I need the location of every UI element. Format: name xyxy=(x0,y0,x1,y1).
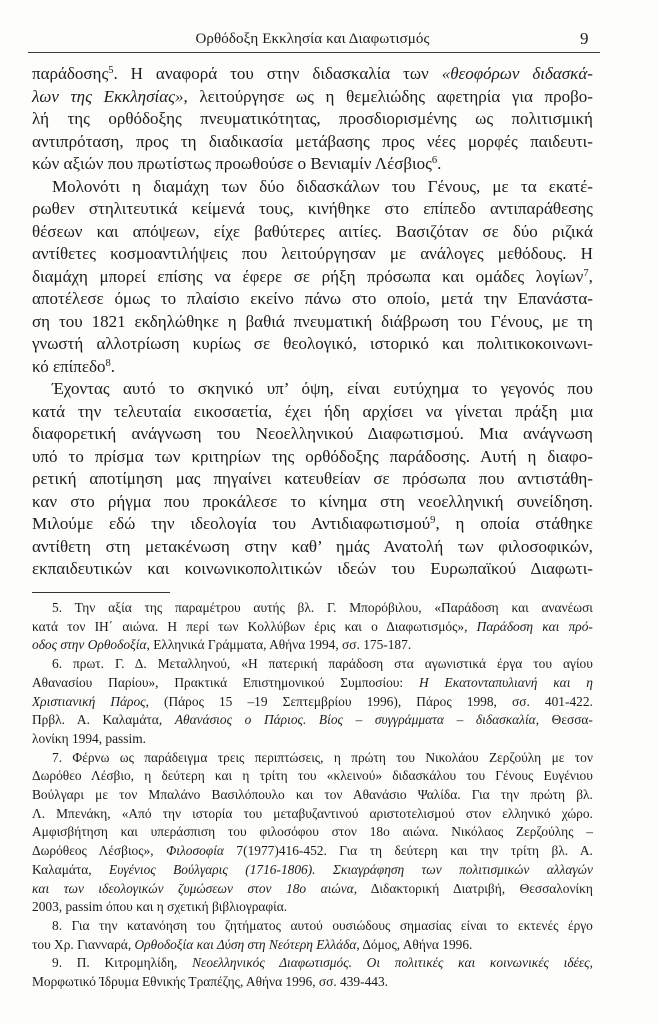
text-line xyxy=(32,176,593,199)
text-run: υπό το πρίσμα των κριτηρίων της ορθόδοξης παράδοσης. Αυτή η διαφο- xyxy=(32,446,593,466)
line-content xyxy=(32,491,593,514)
text-run: Καλαμάτα, xyxy=(32,861,110,877)
line-content xyxy=(32,693,593,712)
line-content xyxy=(32,973,388,992)
text-line xyxy=(32,767,593,786)
text-run: Δωρόθεο Λέσβιο, η δεύτερη και η τρίτη του «κλεινού» διδασκάλου του Γένους Ευγένιου xyxy=(32,768,593,784)
text-run: , (Πάρος 15 –19 Σεπτεμβρίου 1996), Πάρος 1998, σσ. 401-422. xyxy=(145,693,593,709)
italic-text: «θεοφόρων διδασκά- xyxy=(441,64,593,83)
line-content xyxy=(32,786,593,805)
line-content xyxy=(32,558,593,581)
italic-text: Παράδοση και πρό- xyxy=(476,618,593,634)
text-line xyxy=(32,333,593,356)
line-content xyxy=(32,153,441,176)
line-content xyxy=(32,898,287,917)
footnotes-section xyxy=(32,599,593,992)
line-content xyxy=(32,513,593,536)
text-run: 7(1977)416-452. Για τη δεύτερη και την τρίτη βλ. Α. xyxy=(223,843,593,859)
line-content xyxy=(32,711,593,730)
line-content xyxy=(32,266,593,289)
text-run: , η οποία στάθηκε xyxy=(435,514,593,533)
text-run: διαμάχη μπορεί επίσης να έφερε σε ρήξη πρόσωπα και ομάδες λογίων xyxy=(32,266,584,286)
line-content xyxy=(32,842,593,861)
text-line xyxy=(32,86,593,109)
line-content xyxy=(32,221,593,244)
text-run: διαφορετική ανάγνωση του Νεοελληνικού Διαφωτισμού. Μια ανάγνωση xyxy=(32,424,593,443)
italic-text: Η Εκατονταπυλιανή και η xyxy=(419,674,593,690)
text-line xyxy=(32,805,593,824)
line-content xyxy=(32,356,115,379)
text-line xyxy=(32,491,593,514)
text-run: κατά τον ΙΗ΄ αιώνα. Η περί των Κολλύβων έρις και ο Διαφωτισμός», xyxy=(32,618,477,634)
text-line xyxy=(32,243,593,266)
body-paragraph xyxy=(32,176,593,379)
italic-text: Νεοελληνικός Διαφωτισμός. Οι πολιτικές και κοινωνικές ιδέες xyxy=(192,955,590,971)
text-line xyxy=(32,898,593,917)
text-run: , Ελληνικά Γράμματα, Αθήνα 1994, σσ. 175-187. xyxy=(146,637,412,653)
footnote xyxy=(32,599,593,655)
text-run: ρωθεν στηλιτευτικά κείμενά τους, κινήθηκε στο επίπεδο αντιπαράθεσης xyxy=(32,199,593,218)
line-content xyxy=(32,131,593,154)
line-content xyxy=(52,176,593,199)
text-line xyxy=(32,599,593,618)
text-run: Έχοντας αυτό το σκηνικό υπ’ όψη, είναι ευτύχημα το γεγονός που xyxy=(52,379,593,398)
text-line xyxy=(32,288,593,311)
italic-text: Ορθοδοξία και Δύση στη Νεότερη Ελλάδα xyxy=(134,936,357,952)
line-content xyxy=(32,468,593,491)
text-run: , Θεσσα- xyxy=(535,712,593,728)
line-content xyxy=(52,917,593,936)
running-title: Ορθόδοξη Εκκλησία και Διαφωτισμός xyxy=(195,31,430,47)
text-run: , λειτούργησε ως η θεμελιώδης αφετηρία για προβο- xyxy=(183,86,593,106)
text-line xyxy=(32,711,593,730)
text-run: ρετική αποτίμηση μας πηγαίνει κατευθείαν σε πρόσωπα που αντιστάθη- xyxy=(32,469,593,488)
text-line xyxy=(32,513,593,536)
line-content xyxy=(32,767,593,786)
italic-text: λων της Εκκλησίας» xyxy=(32,86,184,106)
text-line xyxy=(32,221,593,244)
line-content xyxy=(52,749,593,768)
text-line xyxy=(32,618,593,637)
text-line xyxy=(32,131,593,154)
text-run: , xyxy=(589,955,593,971)
footnote-reference: 5 xyxy=(108,65,114,77)
text-run: , Διδακτορική Διατριβή, Θεσσαλονίκη xyxy=(353,880,593,896)
footnote-separator xyxy=(32,592,170,593)
line-content xyxy=(52,378,593,401)
text-line xyxy=(32,693,593,712)
text-run: γνωστή αλλοτρίωση κυρίως σε θεολογικό, ιστορικό και πολιτικοκοινωνι- xyxy=(32,334,593,353)
text-line xyxy=(32,63,593,86)
text-line xyxy=(32,108,593,131)
text-run: ση του 1821 εκδηλώθηκε η βαθιά πνευματική διάβρωση του Γένους, με τη xyxy=(32,311,593,331)
text-line xyxy=(32,636,593,655)
text-run: Λ. Μπενάκη, «Από την ιστορία του μεταβυζαντινού αριστοτελισμού στον ελληνικό χώρο. xyxy=(32,805,593,821)
footnote-reference: 9 xyxy=(430,515,436,527)
text-line xyxy=(32,674,593,693)
line-content xyxy=(32,86,593,109)
text-line xyxy=(32,749,593,768)
text-run: 6. πρωτ. Γ. Δ. Μεταλληνού, «Η πατερική παράδοση στα αγωνιστικά έργα του αγίου xyxy=(52,656,593,672)
text-run: . xyxy=(437,154,442,173)
text-run: αντιπρόταση, προς τη διαδικασία μετάβασης προς νέες μορφές παιδευτι- xyxy=(32,131,593,151)
line-content xyxy=(32,198,593,221)
page-number: 9 xyxy=(580,29,589,48)
text-line xyxy=(32,730,593,749)
text-line xyxy=(32,153,593,176)
line-content xyxy=(32,536,593,559)
body-paragraph xyxy=(32,378,593,581)
text-line xyxy=(32,954,593,973)
line-content xyxy=(32,730,146,749)
text-run: Βούλγαρι με τον Μπαλάνο Βασιλόπουλο και τον Αθανάσιο Ψαλίδα. Για την πρώτη βλ. xyxy=(32,787,593,803)
text-run: αντίθετη στη μετακένωση στην καθ’ ημάς Ανατολή των φιλοσοφικών, xyxy=(32,536,593,556)
footnote-reference: 7 xyxy=(583,267,589,279)
text-line xyxy=(32,266,593,289)
text-line xyxy=(32,823,593,842)
text-run: 2003, passim όπου και η σχετική βιβλιογραφία. xyxy=(32,899,288,915)
footnote xyxy=(32,749,593,917)
text-line xyxy=(32,842,593,861)
text-line xyxy=(32,936,593,955)
line-content xyxy=(32,446,593,469)
text-line xyxy=(32,536,593,559)
italic-text: Ευγένιος Βούλγαρις (1716-1806). Σκιαγράφηση των πολιτισμικών αλλαγών xyxy=(109,861,593,877)
italic-text: και των ιδεολογικών ζυμώσεων στον 18ο αιώνα xyxy=(32,880,354,896)
text-run: κών αξιών που πρωτίστως προωθούσε ο Βενιαμίν Λέσβιος xyxy=(32,154,432,173)
text-line xyxy=(32,655,593,674)
text-run: κατά την τελευταία εικοσαετία, έχει ήδη αρχίσει να γίνεται πράξη μια xyxy=(32,401,593,421)
line-content xyxy=(52,599,593,618)
italic-text: Αθανάσιος ο Πάριος. Βίος – συγγράμματα – διδασκαλία xyxy=(174,712,536,728)
text-run: Δωρόθεος Λέσβιος», xyxy=(32,843,167,859)
text-run: Μιλούμε εδώ την ιδεολογία του Αντιδιαφωτισμού xyxy=(32,514,431,533)
text-line xyxy=(32,356,593,379)
text-line xyxy=(32,786,593,805)
text-run: . Η αναφορά του στην διδασκαλία των xyxy=(113,64,442,83)
text-line xyxy=(32,468,593,491)
line-content xyxy=(32,423,593,446)
text-line xyxy=(32,973,593,992)
line-content xyxy=(32,880,593,899)
text-run: 5. Την αξία της παραμέτρου αυτής βλ. Γ. Μπορόβιλου, «Παράδοση και ανανέωσι xyxy=(52,600,593,615)
line-content xyxy=(32,243,593,266)
text-run: λονίκη 1994, passim. xyxy=(32,730,146,746)
line-content xyxy=(32,108,593,131)
line-content xyxy=(32,861,593,880)
text-line xyxy=(32,378,593,401)
text-run: 9. Π. Κιτρομηλίδη, xyxy=(52,955,193,971)
text-line xyxy=(32,311,593,334)
footnote xyxy=(32,954,593,991)
text-run: . xyxy=(110,356,115,376)
text-run: Μολονότι η διαμάχη των δύο διδασκάλων του Γένους, με τα εκατέ- xyxy=(52,176,593,196)
text-run: κό επίπεδο xyxy=(32,356,106,376)
footnote-reference: 8 xyxy=(105,357,111,369)
text-run: Αθανασίου Παρίου», Πρακτικά Επιστημονικού Συμποσίου: xyxy=(32,674,419,690)
line-content xyxy=(32,333,593,356)
text-run: λή της ορθόδοξης πνευματικότητας, προσδιορισμένης ως πολιτισμική xyxy=(32,109,593,128)
line-content xyxy=(32,936,472,955)
text-run: αποτέλεσε όμως το πλαίσιο εκείνο πάνω στο οποίο, μετά την Επανάστα- xyxy=(32,289,593,308)
line-content xyxy=(32,823,593,842)
italic-text: οδος στην Ορθοδοξία xyxy=(32,637,147,653)
text-line xyxy=(32,446,593,469)
text-line xyxy=(32,401,593,424)
line-content xyxy=(32,805,593,824)
line-content xyxy=(32,618,593,637)
footnote xyxy=(32,655,593,749)
line-content xyxy=(52,655,593,674)
body-paragraph xyxy=(32,63,593,176)
text-line xyxy=(32,917,593,936)
line-content xyxy=(32,674,593,693)
text-line xyxy=(32,861,593,880)
line-content xyxy=(32,63,593,86)
line-content xyxy=(32,288,593,311)
text-run: Μορφωτικό Ίδρυμα Εθνικής Τραπέζης, Αθήνα 1996, σσ. 439-443. xyxy=(32,974,389,990)
main-text xyxy=(32,63,593,581)
text-line xyxy=(32,198,593,221)
text-run: καν στο ρήγμα που προκάλεσε το κίνημα στη νεοελληνική συνείδηση. xyxy=(32,491,593,511)
footnote xyxy=(32,917,593,954)
text-run: θέσεων και απόψεων, είχε βαθύτερες αιτίες. Βασιζόταν σε δύο ριζικά xyxy=(32,221,593,241)
line-content xyxy=(32,636,411,655)
line-content xyxy=(52,954,593,973)
text-run: εκπαιδευτικών και κοινωνικοπολιτικών ιδεών του Ευρωπαϊκού Διαφωτι- xyxy=(32,559,593,578)
text-run: του Χρ. Γιανναρά, xyxy=(32,936,135,952)
text-run: , xyxy=(588,266,593,286)
italic-text: Χριστιανική Πάρος xyxy=(32,693,146,709)
text-run: 8. Για την κατανόηση του ζητήματος αυτού ουσιώδους σημασίας είναι το εκτενές έργο xyxy=(52,917,593,933)
text-run: παράδοσης xyxy=(32,64,109,83)
header-rule xyxy=(28,52,600,53)
text-run: 7. Φέρνω ως παράδειγμα τρεις περιπτώσεις, η πρώτη του Νικολάου Ζερζούλη με τον xyxy=(52,749,593,765)
text-run: Αμφισβήτηση και υπεράσπιση του φιλοσόφου στον 18ο αιώνα. Νικόλαος Ζερζούλης – xyxy=(32,824,593,840)
text-line xyxy=(32,558,593,581)
text-line xyxy=(32,880,593,899)
line-content xyxy=(32,401,593,424)
text-line xyxy=(32,423,593,446)
text-run: αντίθετες κοσμοαντιλήψεις που λειτούργησαν με ανάλογες μεθόδους. Η xyxy=(32,244,593,263)
line-content xyxy=(32,311,593,334)
footnote-reference: 6 xyxy=(431,155,438,167)
text-run: , Δόμος, Αθήνα 1996. xyxy=(356,936,473,952)
italic-text: Φιλοσοφία xyxy=(166,843,224,859)
text-run: Πρβλ. Α. Καλαμάτα, xyxy=(32,712,175,728)
